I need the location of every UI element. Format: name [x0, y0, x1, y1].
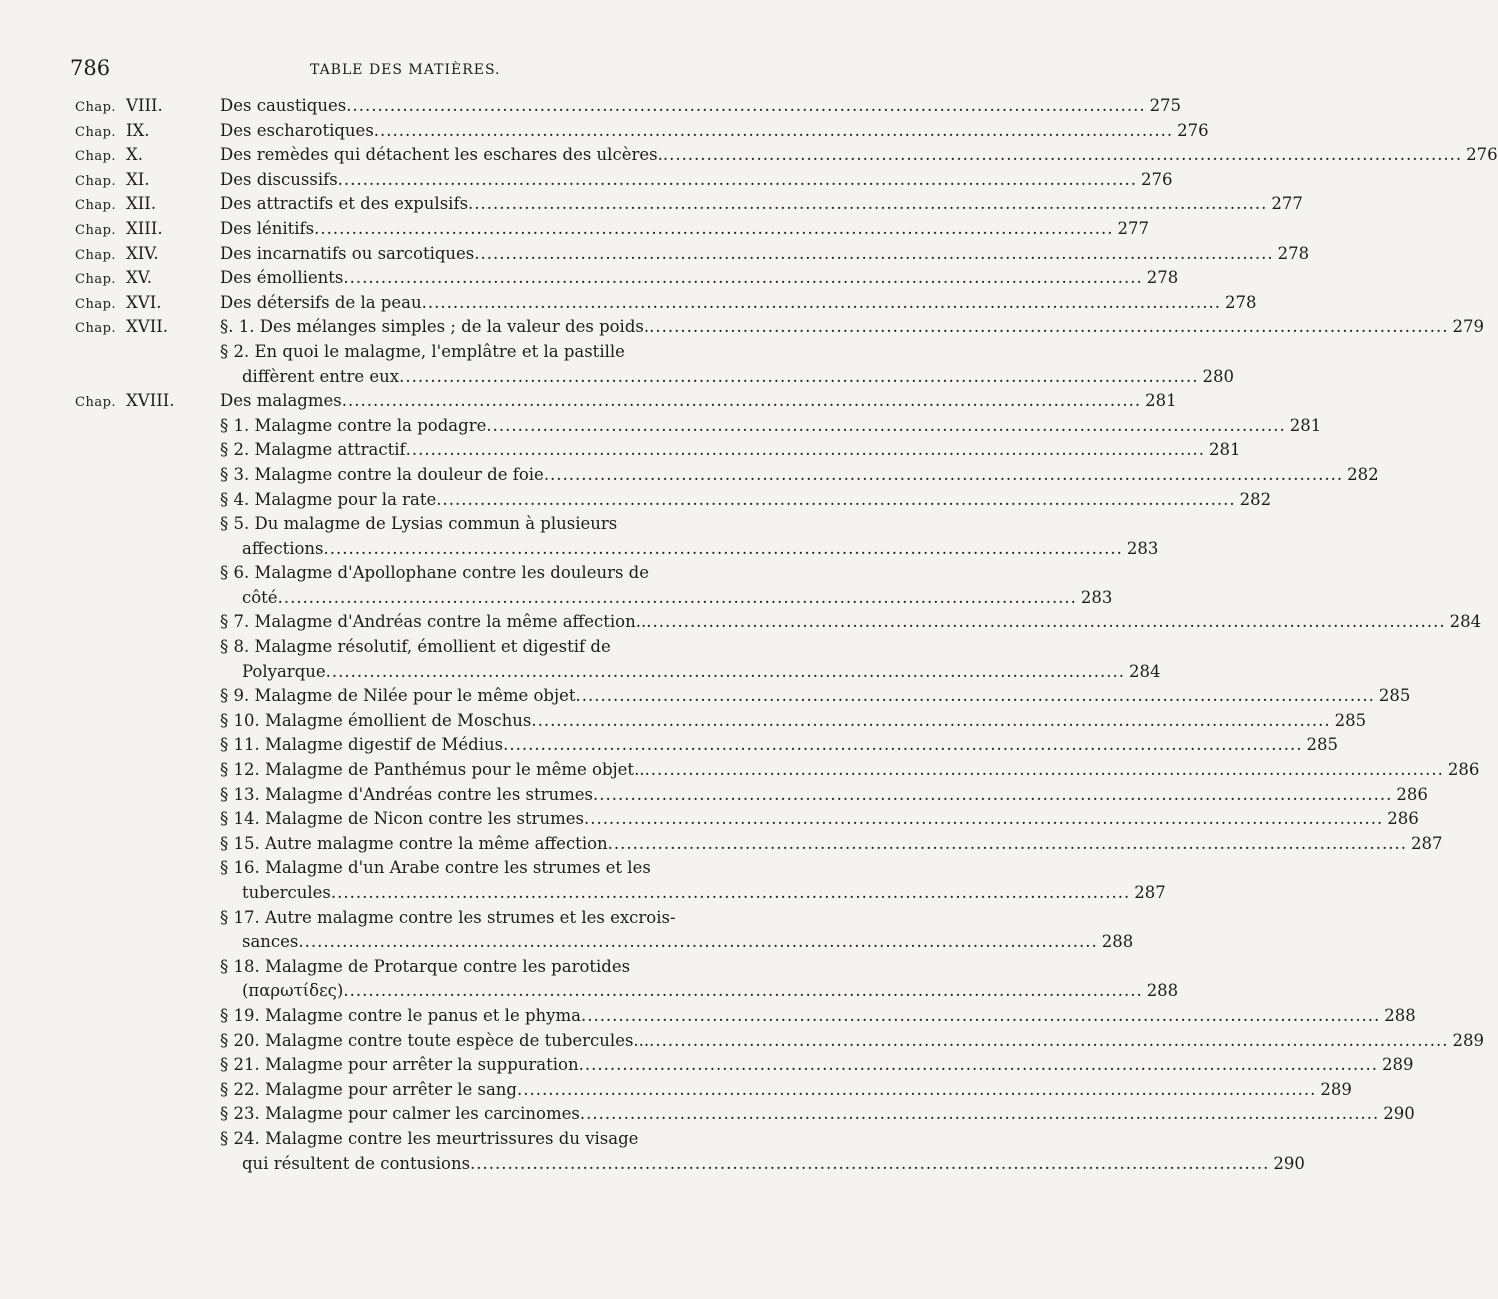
toc-line — [0, 1055, 1414, 1080]
entry — [220, 1055, 1414, 1075]
toc-line — [0, 169, 1173, 195]
chapter-label — [75, 121, 150, 140]
entry — [220, 637, 725, 656]
toc-line — [0, 317, 1484, 342]
chapter-number: XI. — [126, 169, 150, 189]
toc-line — [0, 1079, 1352, 1105]
entry — [220, 96, 1182, 115]
chapter-label — [75, 244, 159, 263]
page-reference: 278 — [1146, 268, 1179, 288]
chapter-number: XIII. — [126, 218, 163, 238]
entry-title: § 7. Malagme d'Andréas contre la même affection.. — [220, 612, 647, 632]
entry-title: tubercules — [242, 883, 331, 902]
page-reference: 289 — [1320, 1079, 1352, 1099]
chapter-label — [75, 145, 143, 164]
dot-leader — [298, 932, 1097, 951]
toc-line — [0, 612, 1482, 637]
entry-title: Des escharotiques — [220, 120, 374, 140]
dot-leader — [468, 194, 1267, 213]
toc-line — [0, 661, 1161, 687]
chapter-label — [75, 96, 163, 115]
page-reference: 290 — [1383, 1104, 1415, 1124]
toc-line — [0, 1030, 1485, 1056]
dot-leader — [581, 1006, 1380, 1025]
page-reference: 280 — [1202, 366, 1234, 386]
page-reference: 284 — [1129, 661, 1161, 681]
dot-leader — [343, 981, 1142, 1000]
entry-title: Des incarnatifs ou sarcotiques — [220, 243, 475, 263]
entry-title: Des discussifs — [220, 169, 338, 189]
entry — [220, 957, 725, 976]
entry — [220, 1104, 1415, 1124]
dot-leader — [663, 145, 1462, 164]
toc-line — [0, 637, 800, 662]
entry — [220, 833, 1443, 853]
page-reference: 287 — [1134, 883, 1166, 902]
dot-leader — [342, 391, 1141, 410]
dot-leader — [406, 440, 1205, 459]
entry-title: (παρωτίδες) — [242, 981, 344, 1001]
dot-leader — [584, 809, 1383, 828]
chapter-prefix: Chap. — [75, 247, 117, 263]
entry-title: § 3. Malagme contre la douleur de foie — [220, 464, 544, 484]
entry — [220, 1030, 1485, 1050]
entry-title: § 2. En quoi le malagme, l'emplâtre et la pastille — [220, 341, 625, 361]
chapter-label — [75, 391, 175, 410]
table-of-contents — [0, 96, 1498, 1178]
chapter-prefix: Chap. — [75, 100, 117, 115]
page-reference: 289 — [1381, 1055, 1414, 1075]
toc-line — [0, 96, 1182, 121]
entry-title: § 8. Malagme résolutif, émollient et digestif de — [220, 637, 611, 657]
dot-leader — [531, 711, 1330, 730]
page-reference: 288 — [1384, 1005, 1416, 1025]
entry-title: Des détersifs de la peau — [220, 292, 422, 312]
entry — [220, 686, 1411, 706]
entry — [220, 292, 1257, 312]
page-reference: 286 — [1447, 760, 1480, 780]
page-reference: 277 — [1271, 194, 1303, 214]
entry-title: § 19. Malagme contre le panus et le phyma — [220, 1005, 581, 1025]
entry-title: § 14. Malagme de Nicon contre les strumes — [220, 809, 584, 829]
page-reference: 288 — [1146, 981, 1179, 1001]
toc-line — [0, 194, 1303, 219]
entry-title: § 17. Autre malagme contre les strumes et les excrois- — [220, 907, 676, 927]
entry — [242, 661, 1161, 681]
chapter-label — [75, 194, 156, 213]
running-title: TABLE DES MATIÈRES. — [310, 62, 501, 78]
chapter-prefix: Chap. — [75, 198, 117, 214]
page-header — [70, 56, 730, 86]
entry-title: § 15. Autre malagme contre la même affection — [220, 833, 608, 853]
toc-line — [0, 440, 1241, 465]
chapter-number: IX. — [126, 120, 150, 140]
page-reference: 288 — [1101, 932, 1134, 952]
page-reference: 275 — [1149, 96, 1182, 115]
dot-leader — [579, 1055, 1378, 1074]
dot-leader — [580, 1104, 1379, 1123]
dot-leader — [278, 588, 1077, 607]
entry — [220, 120, 1209, 140]
chapter-prefix: Chap. — [75, 149, 117, 165]
toc-line — [0, 735, 1338, 760]
toc-line — [0, 342, 800, 367]
entry — [242, 538, 1159, 558]
entry — [242, 1153, 1305, 1173]
entry-title: § 21. Malagme pour arrêter la suppuration — [220, 1055, 579, 1075]
dot-leader — [324, 539, 1123, 558]
toc-line — [0, 833, 1443, 859]
chapter-number: X. — [126, 145, 144, 165]
page-reference: 281 — [1145, 391, 1177, 411]
dot-leader — [649, 1031, 1448, 1050]
dot-leader — [608, 834, 1407, 853]
entry-title: Des émollients — [220, 268, 344, 288]
toc-line — [0, 366, 1234, 392]
dot-leader — [338, 170, 1137, 189]
dot-leader — [646, 612, 1445, 631]
toc-line — [0, 760, 1480, 785]
dot-leader — [649, 317, 1448, 336]
dot-leader — [343, 268, 1142, 287]
entry-title: § 6. Malagme d'Apollophane contre les douleurs de — [220, 563, 650, 583]
toc-line — [0, 710, 1367, 736]
dot-leader — [399, 367, 1198, 386]
chapter-label — [75, 219, 163, 238]
dot-leader — [517, 1080, 1316, 1099]
entry — [220, 415, 1322, 435]
entry-title: affections — [242, 538, 324, 558]
toc-line — [0, 1104, 1415, 1129]
dot-leader — [436, 490, 1235, 509]
entry — [220, 317, 1484, 337]
entry-title: § 20. Malagme contre toute espèce de tubercules... — [220, 1030, 650, 1050]
dot-leader — [422, 293, 1221, 312]
entry-title: § 22. Malagme pour arrêter le sang — [220, 1079, 517, 1099]
entry — [220, 809, 1419, 829]
entry-title: sances — [242, 932, 299, 952]
dot-leader — [346, 96, 1145, 115]
chapter-prefix: Chap. — [75, 321, 117, 337]
toc-line — [0, 489, 1272, 515]
toc-line — [0, 1153, 1305, 1179]
entry — [220, 440, 1241, 460]
toc-line — [0, 145, 1498, 170]
page-reference: 276 — [1177, 120, 1209, 140]
entry — [220, 514, 725, 533]
page-reference: 279 — [1452, 317, 1484, 337]
entry-title: Des remèdes qui détachent les eschares des ulcères. — [220, 145, 663, 165]
toc-line — [0, 981, 1179, 1006]
chapter-label — [75, 317, 168, 336]
page-reference: 286 — [1387, 809, 1419, 829]
dot-leader — [503, 735, 1302, 754]
toc-line — [0, 957, 800, 982]
dot-leader — [470, 1154, 1269, 1173]
entry — [220, 145, 1498, 165]
chapter-label — [75, 293, 161, 312]
entry — [220, 194, 1303, 214]
page-reference: 290 — [1273, 1153, 1305, 1173]
entry-title: § 12. Malagme de Panthémus pour le même objet.. — [220, 760, 645, 780]
entry — [242, 883, 1166, 902]
toc-line — [0, 809, 1419, 834]
entry-title: § 5. Du malagme de Lysias commun à plusieurs — [220, 514, 618, 534]
page-reference: 276 — [1466, 145, 1498, 165]
page-reference: 281 — [1289, 415, 1322, 435]
page-reference: 278 — [1277, 243, 1310, 263]
page-reference: 276 — [1141, 169, 1173, 189]
toc-line — [0, 268, 1179, 293]
page-reference: 285 — [1334, 710, 1367, 730]
chapter-label — [75, 268, 152, 287]
entry-title: § 10. Malagme émollient de Moschus — [220, 710, 532, 730]
entry — [220, 391, 1177, 411]
entry-title: § 2. Malagme attractif — [220, 440, 406, 460]
entry-title: Des malagmes — [220, 391, 342, 411]
entry-title: § 1. Malagme contre la podagre — [220, 415, 487, 435]
entry — [220, 784, 1428, 804]
entry-title: § 18. Malagme de Protarque contre les parotides — [220, 956, 631, 976]
chapter-prefix: Chap. — [75, 173, 117, 189]
entry — [220, 169, 1173, 189]
entry-title: § 24. Malagme contre les meurtrissures du visage — [220, 1128, 639, 1148]
chapter-number: XVIII. — [126, 391, 175, 411]
chapter-number: XVI. — [126, 292, 162, 312]
chapter-number: VIII. — [126, 96, 163, 115]
entry-title: Des caustiques — [220, 96, 347, 115]
toc-line — [0, 391, 1177, 416]
entry — [220, 1129, 725, 1148]
entry — [220, 710, 1367, 730]
chapter-prefix: Chap. — [75, 222, 117, 238]
entry — [220, 735, 1338, 755]
entry — [220, 243, 1310, 263]
entry-title: § 13. Malagme d'Andréas contre les strumes — [220, 784, 594, 804]
entry — [220, 858, 725, 877]
entry — [242, 587, 1113, 607]
entry — [220, 218, 1149, 238]
toc-line — [0, 908, 800, 933]
entry-title: Polyarque — [242, 661, 326, 681]
entry-title: Des attractifs et des expulsifs — [220, 194, 469, 214]
page-reference: 282 — [1239, 489, 1272, 509]
entry-title: § 16. Malagme d'un Arabe contre les strumes et les — [220, 858, 651, 878]
entry — [220, 563, 725, 582]
entry-title: § 23. Malagme pour calmer les carcinomes — [220, 1104, 580, 1124]
chapter-number: XVII. — [126, 317, 168, 337]
dot-leader — [486, 416, 1285, 435]
entry — [220, 268, 1179, 288]
entry-title: § 4. Malagme pour la rate — [220, 489, 437, 509]
entry-title: diffèrent entre eux — [242, 366, 400, 386]
page-number: 786 — [70, 56, 111, 80]
entry-title: § 11. Malagme digestif de Médius — [220, 735, 504, 755]
page-reference: 289 — [1452, 1030, 1485, 1050]
chapter-prefix: Chap. — [75, 296, 117, 312]
dot-leader — [314, 219, 1113, 238]
toc-line — [0, 415, 1322, 441]
page-reference: 285 — [1306, 735, 1338, 755]
dot-leader — [374, 121, 1173, 140]
chapter-prefix: Chap. — [75, 395, 117, 411]
toc-line — [0, 784, 1428, 810]
page-reference: 278 — [1224, 292, 1257, 312]
toc-line — [0, 514, 800, 539]
toc-line — [0, 292, 1257, 318]
entry — [220, 1079, 1352, 1099]
toc-line — [0, 1005, 1416, 1031]
page-reference: 277 — [1117, 218, 1149, 238]
page-reference: 282 — [1347, 464, 1379, 484]
chapter-prefix: Chap. — [75, 272, 117, 288]
entry — [220, 464, 1379, 484]
entry-title: côté — [242, 587, 278, 607]
entry — [220, 342, 725, 361]
dot-leader — [474, 244, 1273, 263]
entry — [242, 366, 1234, 386]
entry — [242, 981, 1179, 1001]
dot-leader — [331, 883, 1130, 902]
dot-leader — [593, 785, 1392, 804]
entry — [220, 489, 1272, 509]
entry-title: §. 1. Des mélanges simples ; de la valeur des poids. — [220, 317, 650, 337]
toc-line — [0, 243, 1310, 269]
entry-title: § 9. Malagme de Nilée pour le même objet — [220, 686, 576, 706]
toc-line — [0, 120, 1209, 146]
page-reference: 284 — [1449, 612, 1482, 632]
toc-line — [0, 858, 800, 883]
toc-line — [0, 464, 1379, 490]
toc-line — [0, 587, 1113, 613]
chapter-prefix: Chap. — [75, 124, 117, 140]
chapter-label — [75, 170, 150, 189]
page-reference: 283 — [1080, 587, 1113, 607]
chapter-number: XV. — [126, 268, 153, 288]
entry-title: Des lénitifs — [220, 218, 315, 238]
entry-title: qui résultent de contusions — [242, 1153, 471, 1173]
dot-leader — [544, 465, 1343, 484]
toc-line — [0, 218, 1149, 244]
toc-line — [0, 883, 1166, 908]
dot-leader — [326, 662, 1125, 681]
toc-line — [0, 563, 800, 588]
page-reference: 285 — [1378, 686, 1411, 706]
toc-line — [0, 932, 1134, 957]
entry — [220, 612, 1482, 632]
chapter-number: XIV. — [126, 243, 159, 263]
toc-line — [0, 1129, 800, 1154]
toc-line — [0, 538, 1159, 564]
entry — [220, 908, 725, 927]
dot-leader — [576, 686, 1375, 705]
chapter-number: XII. — [126, 194, 157, 214]
entry — [220, 1005, 1416, 1025]
toc-line — [0, 686, 1411, 711]
entry — [220, 760, 1480, 780]
page-reference: 287 — [1411, 833, 1443, 853]
page-reference: 286 — [1396, 784, 1428, 804]
page-reference: 283 — [1126, 538, 1159, 558]
page-reference: 281 — [1208, 440, 1241, 460]
entry — [242, 932, 1134, 952]
dot-leader — [645, 760, 1444, 779]
